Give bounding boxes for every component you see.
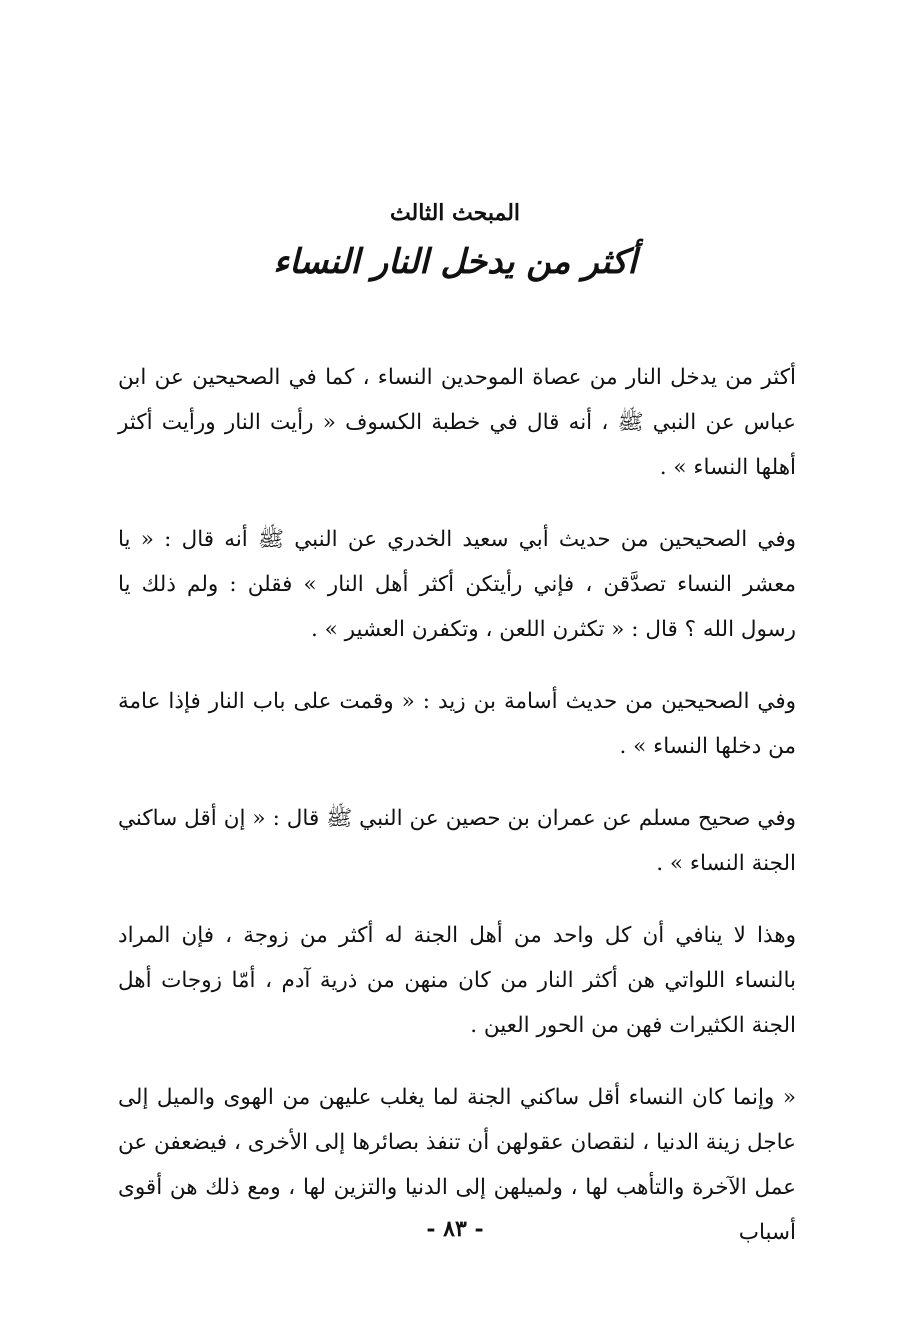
chapter-heading [0,196,910,290]
page-number: - ٨٣ - [426,1216,484,1242]
paragraph-2: وفي الصحيحين من حديث أبي سعيد الخدري عن النبي ﷺ أنه قال : « يا معشر النساء تصدَّقن ، فإني رأيتكن أكثر أهل النار » فقلن : ولم ذلك يا رسول الله ؟ قال : « تكثرن اللعن ، وتكفرن العشير » . [118,527,796,642]
section-label: المبحث الثالث [389,200,521,226]
paragraph-3: وفي الصحيحين من حديث أسامة بن زيد : « وقمت على باب النار فإذا عامة من دخلها النساء » . [118,689,796,759]
section-title: أكثر من يدخل النار النساء [273,242,637,282]
paragraph-4: وفي صحيح مسلم عن عمران بن حصين عن النبي ﷺ قال : « إن أقل ساكني الجنة النساء » . [118,806,796,876]
paragraph-1: أكثر من يدخل النار من عصاة الموحدين النساء ، كما في الصحيحين عن ابن عباس عن النبي ﷺ ، أنه قال في خطبة الكسوف « رأيت النار ورأيت أكثر أهلها النساء » . [118,365,796,480]
body-text [118,355,796,1282]
paragraph-5: وهذا لا ينافي أن كل واحد من أهل الجنة له أكثر من زوجة ، فإن المراد بالنساء اللواتي هن أكثر النار من كان منهن من ذرية آدم ، أمّا زوجات أهل الجنة الكثيرات فهن من الحور العين . [118,923,796,1038]
paragraph-6: « وإنما كان النساء أقل ساكني الجنة لما يغلب عليهن من الهوى والميل إلى عاجل زينة الدنيا ، لنقصان عقولهن أن تنفذ بصائرها إلى الأخرى ، فيضعفن عن عمل الآخرة والتأهب لها ، ولميلهن إلى الدنيا والتزين لها ، ومع ذلك هن أقوى أسباب [118,1085,796,1245]
